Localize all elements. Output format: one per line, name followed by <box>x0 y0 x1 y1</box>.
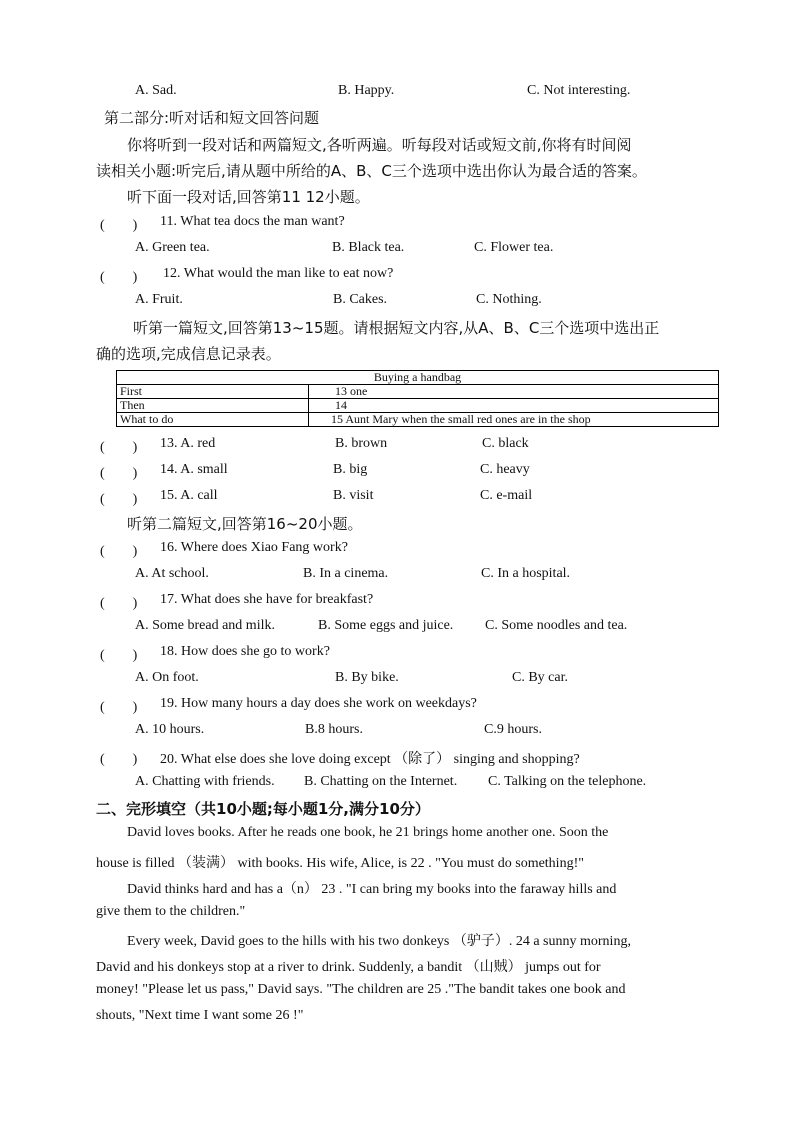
table-row-content: 13 one <box>309 385 719 399</box>
passage-line: Every week, David goes to the hills with his two donkeys （驴子）. 24 a sunny morning, <box>127 934 631 949</box>
q17-option-a: A. Some bread and milk. <box>135 618 275 633</box>
q11-option-b: B. Black tea. <box>332 240 405 255</box>
q19-stem: 19. How many hours a day does she work on weekdays? <box>160 696 477 711</box>
q15-stem: 15. A. call <box>160 488 218 503</box>
q16-option-c: C. In a hospital. <box>481 566 571 581</box>
q11-option-a: A. Green tea. <box>135 240 210 255</box>
q10-option-b: B. Happy. <box>338 83 395 98</box>
q17-stem: 17. What does she have for breakfast? <box>160 592 374 607</box>
q18-stem: 18. How does she go to work? <box>160 644 330 659</box>
part2-intro-line1: 你将听到一段对话和两篇短文,各听两遍。听每段对话或短文前,你将有时间阅 <box>127 136 632 154</box>
q11-option-c: C. Flower tea. <box>474 240 554 255</box>
q19-answer-paren[interactable]: ( ) <box>100 700 138 715</box>
q16-stem: 16. Where does Xiao Fang work? <box>160 540 348 555</box>
passage-line: money! "Please let us pass," David says. "The children are 25 ."The bandit takes one book and <box>96 982 626 997</box>
table-row <box>117 399 719 413</box>
table-row-label: First <box>117 385 309 399</box>
passage1-instruction-line2: 确的选项,完成信息记录表。 <box>96 345 281 363</box>
info-record-table <box>116 370 719 427</box>
q11-stem: 11. What tea docs the man want? <box>160 214 345 229</box>
q14-answer-paren[interactable]: ( ) <box>100 466 138 481</box>
part2-intro-line2: 读相关小题:听完后,请从题中所给的A、B、C三个选项中选出你认为最合适的答案。 <box>96 162 647 180</box>
q12-option-b: B. Cakes. <box>333 292 388 307</box>
q11-answer-paren[interactable]: ( ) <box>100 218 138 233</box>
q12-option-a: A. Fruit. <box>135 292 183 307</box>
q14-stem: 14. A. small <box>160 462 228 477</box>
q12-answer-paren[interactable]: ( ) <box>100 270 138 285</box>
q12-option-c: C. Nothing. <box>476 292 542 307</box>
table-row-label: Then <box>117 399 309 413</box>
q16-option-a: A. At school. <box>135 566 209 581</box>
q18-option-a: A. On foot. <box>135 670 199 685</box>
section2-title: 二、完形填空（共10小题;每小题1分,满分10分） <box>96 800 430 818</box>
q13-answer-paren[interactable]: ( ) <box>100 440 138 455</box>
q18-option-b: B. By bike. <box>335 670 399 685</box>
table-title: Buying a handbag <box>117 371 719 385</box>
passage-line: David thinks hard and has a（n） 23 . "I can bring my books into the faraway hills and <box>127 882 617 897</box>
q15-option-c: C. e-mail <box>480 488 533 503</box>
table-row-content: 14 <box>309 399 719 413</box>
q13-option-c: C. black <box>482 436 529 451</box>
q13-option-b: B. brown <box>335 436 388 451</box>
q10-option-c: C. Not interesting. <box>527 83 631 98</box>
q20-option-c: C. Talking on the telephone. <box>488 774 647 789</box>
q17-answer-paren[interactable]: ( ) <box>100 596 138 611</box>
q12-stem: 12. What would the man like to eat now? <box>163 266 394 281</box>
q10-option-a: A. Sad. <box>135 83 177 98</box>
q20-stem: 20. What else does she love doing except （除了） singing and shopping? <box>160 752 580 767</box>
table-row-label: What to do <box>117 413 309 427</box>
q20-answer-paren[interactable]: ( ) <box>100 752 138 767</box>
passage-line: shouts, "Next time I want some 26 !" <box>96 1008 304 1023</box>
table-row-content: 15 Aunt Mary when the small red ones are in the shop <box>309 413 719 427</box>
q15-answer-paren[interactable]: ( ) <box>100 492 138 507</box>
q18-option-c: C. By car. <box>512 670 568 685</box>
q20-option-a: A. Chatting with friends. <box>135 774 275 789</box>
q15-option-b: B. visit <box>333 488 374 503</box>
q17-option-c: C. Some noodles and tea. <box>485 618 628 633</box>
table-row <box>117 413 719 427</box>
passage-line: give them to the children." <box>96 904 246 919</box>
q14-option-b: B. big <box>333 462 368 477</box>
q17-option-b: B. Some eggs and juice. <box>318 618 454 633</box>
passage2-instruction: 听第二篇短文,回答第16~20小题。 <box>127 515 363 533</box>
passage-line: house is filled （装满） with books. His wife, Alice, is 22 . "You must do something!" <box>96 856 584 871</box>
passage-line: David loves books. After he reads one book, he 21 brings home another one. Soon the <box>127 825 609 840</box>
q16-answer-paren[interactable]: ( ) <box>100 544 138 559</box>
part2-title: 第二部分:听对话和短文回答问题 <box>104 109 320 127</box>
q19-option-b: B.8 hours. <box>305 722 363 737</box>
passage-line: David and his donkeys stop at a river to drink. Suddenly, a bandit （山贼） jumps out for <box>96 960 601 975</box>
q19-option-c: C.9 hours. <box>484 722 542 737</box>
q13-stem: 13. A. red <box>160 436 216 451</box>
q20-option-b: B. Chatting on the Internet. <box>304 774 458 789</box>
q19-option-a: A. 10 hours. <box>135 722 205 737</box>
dialogue-instruction: 听下面一段对话,回答第11 12小题。 <box>127 188 370 206</box>
q18-answer-paren[interactable]: ( ) <box>100 648 138 663</box>
table-row <box>117 385 719 399</box>
q14-option-c: C. heavy <box>480 462 530 477</box>
q16-option-b: B. In a cinema. <box>303 566 389 581</box>
passage1-instruction-line1: 听第一篇短文,回答第13~15题。请根据短文内容,从A、B、C三个选项中选出正 <box>133 319 660 337</box>
